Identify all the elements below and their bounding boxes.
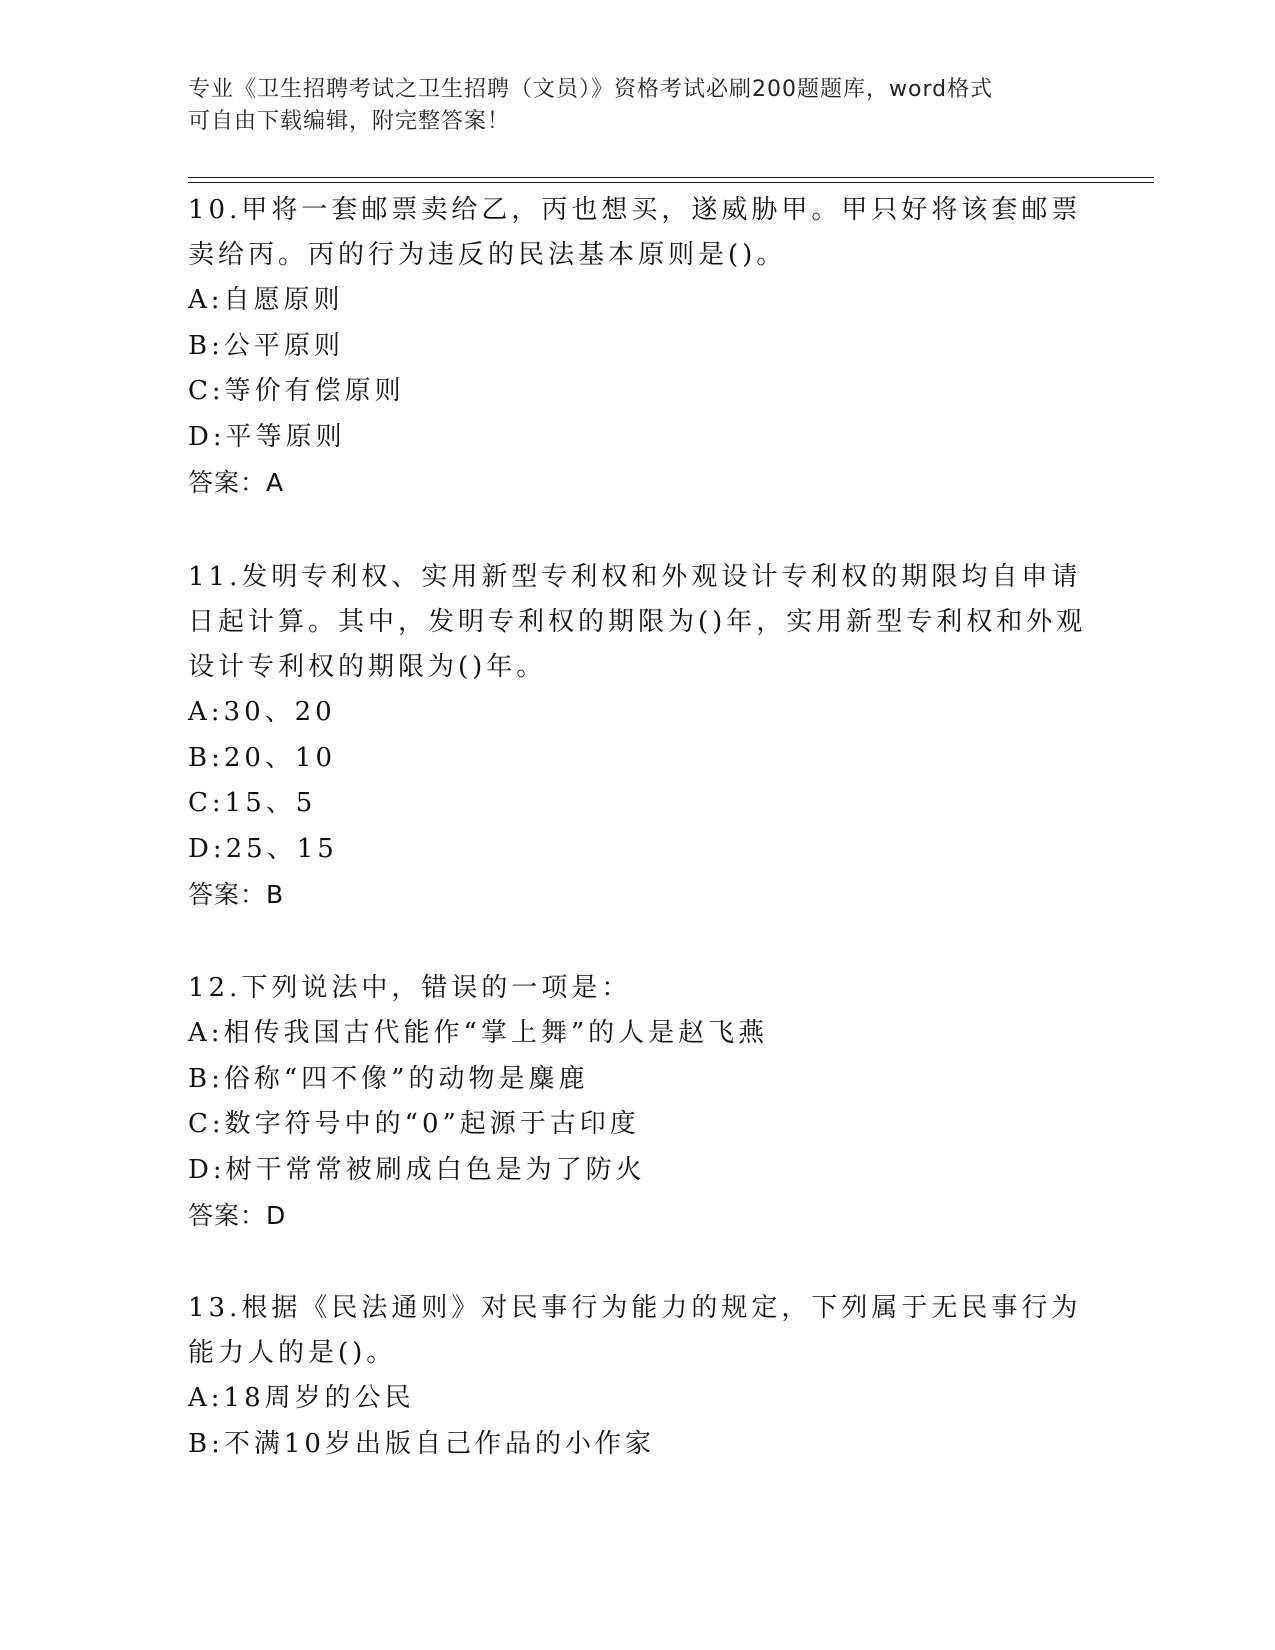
header-line-2: 可自由下载编辑，附完整答案！	[188, 109, 511, 134]
question-12	[188, 966, 1088, 1238]
question-stem: 13.根据《民法通则》对民事行为能力的规定，下列属于无民事行为能力人的是()。	[188, 1293, 1082, 1368]
question-13	[188, 1286, 1088, 1467]
option-d: D:25、15	[188, 833, 338, 864]
option-b: B:公平原则	[188, 330, 344, 361]
option-c: C:等价有偿原则	[188, 376, 405, 406]
question-stem: 12.下列说法中，错误的一项是：	[188, 973, 632, 1003]
question-10	[188, 188, 1088, 505]
answer-text: 答案：D	[188, 1201, 287, 1230]
question-stem: 10.甲将一套邮票卖给乙，丙也想买，遂威胁甲。甲只好将该套邮票卖给丙。丙的行为违反的民法基本原则是()。	[188, 195, 1082, 270]
option-b: B:20、10	[188, 742, 337, 773]
option-a: A:相传我国古代能作“掌上舞”的人是赵飞燕	[188, 1018, 769, 1048]
header-divider-top	[188, 177, 1154, 178]
answer-text: 答案：A	[188, 468, 285, 497]
option-b: B:俗称“四不像”的动物是麋鹿	[188, 1063, 589, 1094]
option-c: C:15、5	[188, 788, 317, 818]
document-header	[188, 74, 1068, 138]
option-a: A:18周岁的公民	[188, 1383, 415, 1413]
question-11	[188, 555, 1088, 917]
header-divider-bottom	[188, 182, 1154, 183]
option-b: B:不满10岁出版自己作品的小作家	[188, 1428, 655, 1459]
question-stem: 11.发明专利权、实用新型专利权和外观设计专利权的期限均自申请日起计算。其中，发明专利权的期限为()年，实用新型专利权和外观设计专利权的期限为()年。	[188, 562, 1087, 682]
answer-text: 答案：B	[188, 880, 285, 909]
option-c: C:数字符号中的“0”起源于古印度	[188, 1109, 640, 1139]
option-a: A:30、20	[188, 697, 336, 727]
header-line-1: 专业《卫生招聘考试之卫生招聘（文员）》资格考试必刷200题题库，word格式	[188, 77, 994, 102]
option-a: A:自愿原则	[188, 285, 344, 315]
option-d: D:树干常常被刷成白色是为了防火	[188, 1154, 646, 1185]
option-d: D:平等原则	[188, 421, 346, 452]
